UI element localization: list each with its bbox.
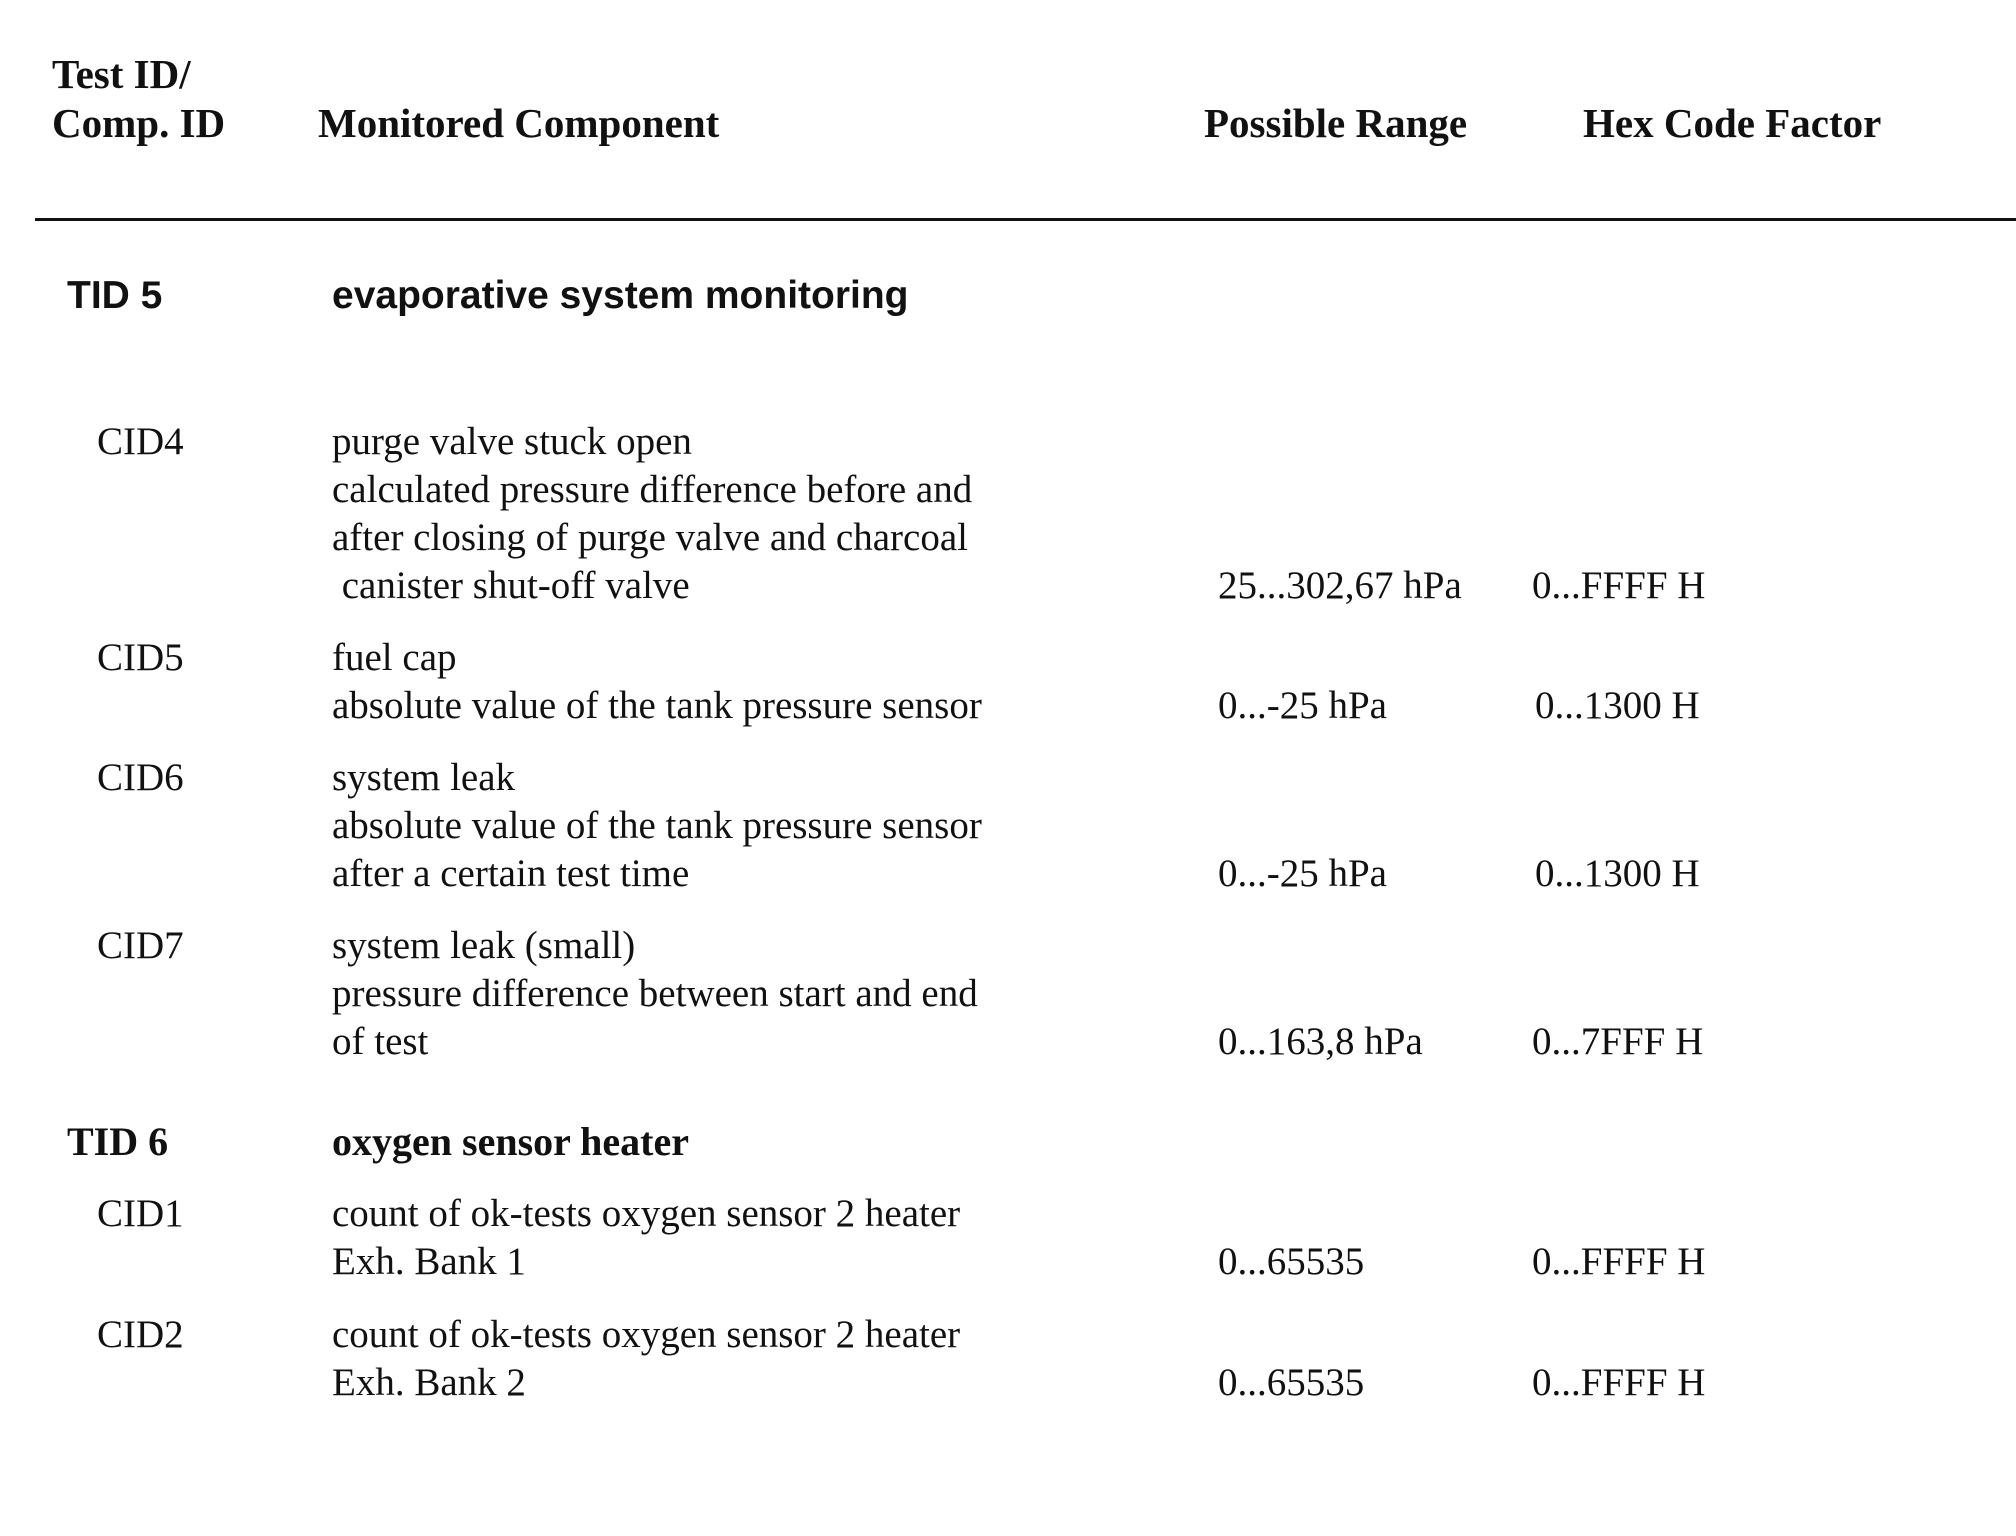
- tid5-cid7-line: of test: [332, 1020, 429, 1063]
- tid5-cid6-line: after a certain test time: [332, 852, 690, 895]
- tid5-cid6-range: 0...-25 hPa: [1218, 852, 1387, 895]
- tid5-cid4-hex: 0...FFFF H: [1532, 564, 1706, 607]
- tid6-cid1-line: count of ok-tests oxygen sensor 2 heater: [332, 1192, 961, 1235]
- tid5-cid4-range: 25...302,67 hPa: [1218, 564, 1462, 607]
- tid5-cid4-line: after closing of purge valve and charcoal: [332, 516, 968, 559]
- tid5-cid7-hex: 0...7FFF H: [1532, 1020, 1704, 1063]
- tid5-cid6-line: system leak: [332, 756, 516, 799]
- header-test-id-line1: Test ID/: [52, 51, 191, 97]
- tid6-title: oxygen sensor heater: [332, 1119, 689, 1164]
- tid6-id: TID 6: [67, 1119, 169, 1164]
- tid6-cid2-line: Exh. Bank 2: [332, 1361, 526, 1404]
- tid6-cid2-hex: 0...FFFF H: [1532, 1361, 1706, 1404]
- tid5-title: evaporative system monitoring: [332, 274, 909, 317]
- tid6-cid2-line: count of ok-tests oxygen sensor 2 heater: [332, 1313, 961, 1356]
- header-range: Possible Range: [1204, 100, 1468, 146]
- tid6-cid2-range: 0...65535: [1218, 1361, 1365, 1404]
- tid5-cid7-range: 0...163,8 hPa: [1218, 1020, 1423, 1063]
- tid6-cid1-hex: 0...FFFF H: [1532, 1240, 1706, 1283]
- tid5-cid7-line: system leak (small): [332, 924, 636, 967]
- tid5-cid7-description: [332, 922, 978, 1066]
- tid5-cid4-line: calculated pressure difference before and: [332, 468, 973, 511]
- tid5-cid5-id: CID5: [97, 636, 184, 679]
- tid5-cid4-line: canister shut-off valve: [332, 564, 690, 607]
- tid5-cid4-id: CID4: [97, 420, 184, 463]
- tid5-cid7-id: CID7: [97, 924, 184, 967]
- tid6-cid1-range: 0...65535: [1218, 1240, 1365, 1283]
- tid5-cid4-line: purge valve stuck open: [332, 420, 692, 463]
- header-component: Monitored Component: [318, 100, 720, 146]
- tid6-cid2-id: CID2: [97, 1313, 184, 1356]
- tid5-cid4-description: [332, 418, 972, 610]
- tid5-cid6-description: [332, 754, 982, 898]
- tid5-cid5-line: fuel cap: [332, 636, 457, 679]
- tid5-cid6-line: absolute value of the tank pressure sensor: [332, 804, 982, 847]
- header-divider: [35, 218, 2016, 221]
- header-test-id: [52, 50, 225, 148]
- tid5-cid6-id: CID6: [97, 756, 184, 799]
- tid5-cid5-description: [332, 634, 982, 730]
- header-hex: Hex Code Factor: [1583, 100, 1882, 146]
- tid5-cid5-range: 0...-25 hPa: [1218, 684, 1387, 727]
- tid6-cid1-id: CID1: [97, 1192, 184, 1235]
- header-test-id-line2: Comp. ID: [52, 100, 226, 146]
- tid5-id: TID 5: [67, 274, 163, 317]
- tid6-cid1-description: [332, 1190, 960, 1286]
- tid5-cid6-hex: 0...1300 H: [1535, 852, 1700, 895]
- tid5-cid7-line: pressure difference between start and end: [332, 972, 978, 1015]
- tid6-cid2-description: [332, 1311, 960, 1407]
- tid5-cid5-hex: 0...1300 H: [1535, 684, 1700, 727]
- tid5-cid5-line: absolute value of the tank pressure sensor: [332, 684, 982, 727]
- tid6-cid1-line: Exh. Bank 1: [332, 1240, 526, 1283]
